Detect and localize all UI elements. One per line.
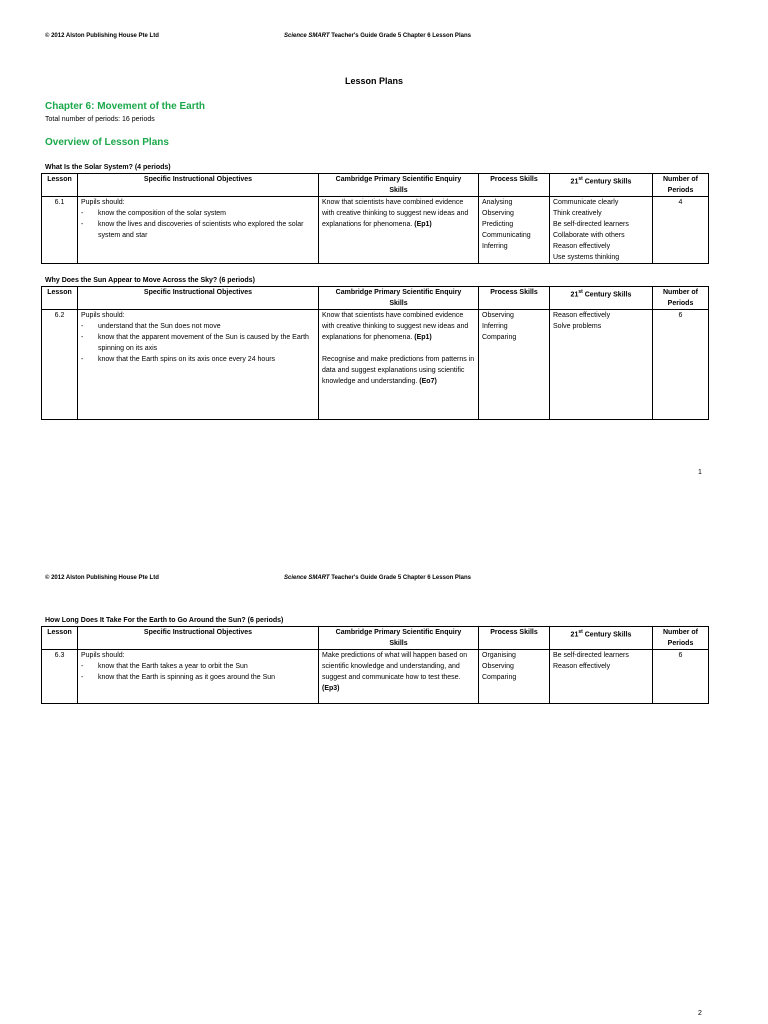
table-header-row xyxy=(42,627,709,650)
col-cambridge xyxy=(319,174,479,197)
col-periods-line1: Number of xyxy=(663,289,698,296)
periods-count: 4 xyxy=(653,197,709,264)
col-21st-post: Century Skills xyxy=(582,178,632,186)
cambridge-code: (Ep1) xyxy=(414,334,432,341)
c21-skill: Be self-directed learners xyxy=(553,221,629,228)
process-skill: Observing xyxy=(482,663,514,670)
col-lesson: Lesson xyxy=(42,627,78,650)
table-header-row xyxy=(42,174,709,197)
col-cambridge xyxy=(319,627,479,650)
objective-item: - know that the Earth is spinning as it goes around the Sun xyxy=(81,674,276,681)
col-21st-post: Century Skills xyxy=(582,291,632,299)
c21-skill: Reason effectively xyxy=(553,312,611,319)
cambridge-text: Recognise and make predictions from patterns in data and suggest explanations using scientific knowledge and understanding. xyxy=(322,356,475,385)
objectives-intro: Pupils should: xyxy=(81,652,125,659)
table-title: Why Does the Sun Appear to Move Across the Sky? (6 periods) xyxy=(45,277,255,284)
c21-skill: Reason effectively xyxy=(553,663,611,670)
col-objectives: Specific Instructional Objectives xyxy=(78,287,319,310)
col-periods-line1: Number of xyxy=(663,176,698,183)
periods-count: 6 xyxy=(653,310,709,420)
cambridge-cell xyxy=(319,650,479,704)
col-21st-century xyxy=(550,627,653,650)
process-skill: Observing xyxy=(482,312,514,319)
lesson-number: 6.3 xyxy=(42,650,78,704)
header-guide-em: Science SMART xyxy=(284,33,330,39)
table-row xyxy=(42,310,709,420)
header-guide-rest: Teacher's Guide Grade 5 Chapter 6 Lesson Plans xyxy=(329,33,471,39)
col-process: Process Skills xyxy=(479,287,550,310)
periods-count: 6 xyxy=(653,650,709,704)
col-cambridge-line1: Cambridge Primary Scientific Enquiry xyxy=(335,289,462,296)
col-21st-post: Century Skills xyxy=(582,631,632,639)
table-title: How Long Does It Take For the Earth to Go Around the Sun? (6 periods) xyxy=(45,617,284,624)
c21-skill: Think creatively xyxy=(553,210,602,217)
objectives-cell xyxy=(78,310,319,420)
cambridge-cell xyxy=(319,310,479,420)
col-cambridge-line2: Skills xyxy=(389,300,408,307)
objective-text: know the lives and discoveries of scientists who explored the solar system and star xyxy=(98,221,304,239)
objectives-intro: Pupils should: xyxy=(81,312,125,319)
col-objectives: Specific Instructional Objectives xyxy=(78,174,319,197)
overview-title: Overview of Lesson Plans xyxy=(45,137,169,148)
col-lesson: Lesson xyxy=(42,174,78,197)
process-skill: Predicting xyxy=(482,221,514,228)
header-copyright: © 2012 Alston Publishing House Pte Ltd xyxy=(45,33,159,39)
col-periods-line2: Periods xyxy=(667,300,694,307)
header-guide-rest: Teacher's Guide Grade 5 Chapter 6 Lesson Plans xyxy=(329,575,471,581)
process-skill: Organising xyxy=(482,652,516,659)
col-cambridge-line2: Skills xyxy=(389,187,408,194)
objective-text: understand that the Sun does not move xyxy=(98,323,221,330)
cambridge-code: (Eo7) xyxy=(419,378,437,385)
table-header-row xyxy=(42,287,709,310)
header-guide-title xyxy=(284,33,471,39)
table-row xyxy=(42,650,709,704)
col-21st-century xyxy=(550,174,653,197)
cambridge-text: Make predictions of what will happen based on scientific knowledge and understanding, and suggest and communicate how to test these. xyxy=(322,652,468,681)
process-skill: Comparing xyxy=(482,334,517,341)
process-cell xyxy=(479,310,550,420)
objective-item: - understand that the Sun does not move xyxy=(81,323,221,330)
c21-skill: Reason effectively xyxy=(553,243,611,250)
total-periods: Total number of periods: 16 periods xyxy=(45,116,155,123)
process-skill: Communicating xyxy=(482,232,531,239)
c21-skill: Be self-directed learners xyxy=(553,652,629,659)
process-skill: Inferring xyxy=(482,243,508,250)
c21-cell xyxy=(550,650,653,704)
objective-item: - know the lives and discoveries of scientists who explored the solar system and star xyxy=(81,219,315,241)
lesson-table xyxy=(41,626,709,704)
objective-item: - know that the Earth takes a year to orbit the Sun xyxy=(81,663,248,670)
lesson-table xyxy=(41,286,709,420)
process-skill: Comparing xyxy=(482,674,517,681)
col-21st-pre: 21 xyxy=(570,631,579,639)
cambridge-code: (Ep1) xyxy=(414,221,432,228)
objectives-intro: Pupils should: xyxy=(81,199,125,206)
col-periods xyxy=(653,627,709,650)
col-periods-line2: Periods xyxy=(667,187,694,194)
col-cambridge-line1: Cambridge Primary Scientific Enquiry xyxy=(335,176,462,183)
header-copyright: © 2012 Alston Publishing House Pte Ltd xyxy=(45,575,159,581)
process-skill: Inferring xyxy=(482,323,508,330)
cambridge-skill xyxy=(322,354,475,387)
cambridge-skill xyxy=(322,310,475,343)
page-number: 2 xyxy=(698,1010,702,1017)
objectives-cell xyxy=(78,197,319,264)
col-periods xyxy=(653,174,709,197)
c21-skill: Communicate clearly xyxy=(553,199,619,206)
table-title: What Is the Solar System? (4 periods) xyxy=(45,164,171,171)
col-21st-pre: 21 xyxy=(570,291,579,299)
objective-item: - know that the apparent movement of the Sun is caused by the Earth spinning on its axis xyxy=(81,332,315,354)
col-objectives: Specific Instructional Objectives xyxy=(78,627,319,650)
cambridge-code: (Ep3) xyxy=(322,685,340,692)
lesson-number: 6.2 xyxy=(42,310,78,420)
objective-text: know the composition of the solar system xyxy=(98,210,227,217)
col-periods xyxy=(653,287,709,310)
objectives-cell xyxy=(78,650,319,704)
cambridge-cell xyxy=(319,197,479,264)
cambridge-text: Know that scientists have combined evidence with creative thinking to suggest new ideas and explanations for phenomena. xyxy=(322,199,469,228)
col-lesson: Lesson xyxy=(42,287,78,310)
col-cambridge-line1: Cambridge Primary Scientific Enquiry xyxy=(335,629,462,636)
table-row xyxy=(42,197,709,264)
process-cell xyxy=(479,197,550,264)
col-21st-sup: st xyxy=(578,289,583,295)
col-21st-sup: st xyxy=(578,629,583,635)
header-guide-em: Science SMART xyxy=(284,575,330,581)
cambridge-text: Know that scientists have combined evidence with creative thinking to suggest new ideas and explanations for phenomena. xyxy=(322,312,469,341)
col-21st-sup: st xyxy=(578,176,583,182)
c21-cell xyxy=(550,197,653,264)
c21-skill: Solve problems xyxy=(553,323,602,330)
col-cambridge xyxy=(319,287,479,310)
page-number: 1 xyxy=(698,469,702,476)
page-title: Lesson Plans xyxy=(344,76,404,86)
cambridge-skill xyxy=(322,197,475,230)
process-cell xyxy=(479,650,550,704)
objective-item: - know that the Earth spins on its axis once every 24 hours xyxy=(81,356,276,363)
chapter-title: Chapter 6: Movement of the Earth xyxy=(45,101,206,112)
col-periods-line1: Number of xyxy=(663,629,698,636)
col-process: Process Skills xyxy=(479,627,550,650)
col-process: Process Skills xyxy=(479,174,550,197)
objective-text: know that the apparent movement of the Sun is caused by the Earth spinning on its axis xyxy=(98,334,309,352)
c21-skill: Collaborate with others xyxy=(553,232,625,239)
process-skill: Observing xyxy=(482,210,514,217)
objective-item: - know the composition of the solar system xyxy=(81,210,227,217)
objective-text: know that the Earth is spinning as it goes around the Sun xyxy=(98,674,276,681)
c21-cell xyxy=(550,310,653,420)
lesson-number: 6.1 xyxy=(42,197,78,264)
process-skill: Analysing xyxy=(482,199,513,206)
col-21st-pre: 21 xyxy=(570,178,579,186)
col-21st-century xyxy=(550,287,653,310)
objective-text: know that the Earth takes a year to orbit the Sun xyxy=(98,663,248,670)
objective-text: know that the Earth spins on its axis once every 24 hours xyxy=(98,356,276,363)
c21-skill: Use systems thinking xyxy=(553,254,620,261)
col-cambridge-line2: Skills xyxy=(389,640,408,647)
cambridge-skill xyxy=(322,650,475,694)
col-periods-line2: Periods xyxy=(667,640,694,647)
header-guide-title xyxy=(284,575,471,581)
lesson-table xyxy=(41,173,709,264)
